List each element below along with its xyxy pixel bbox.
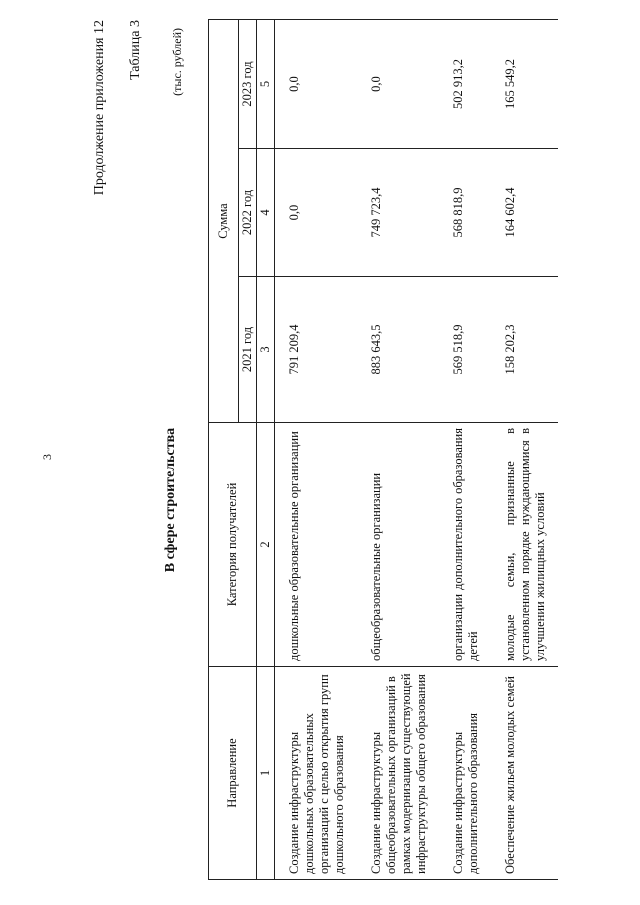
- cell-2022: 568 818,9: [439, 149, 491, 277]
- header-col-number: 2: [257, 423, 275, 667]
- rotated-page-content: [20, 20, 616, 880]
- cell-2023: 0,0: [275, 20, 358, 149]
- cell-direction: Создание инфраструктуры дополнительного образования: [439, 667, 491, 880]
- cell-2021: 883 643,5: [357, 277, 439, 423]
- cell-2023: 165 549,2: [491, 20, 558, 149]
- units-label: (тыс. рублей): [170, 28, 184, 96]
- table-header: [209, 20, 275, 880]
- table-number: Таблица 3: [128, 20, 143, 80]
- cell-direction: Обеспечение жильем молодых семей: [491, 667, 558, 880]
- cell-2021: 791 209,4: [275, 277, 358, 423]
- cell-2022: 0,0: [275, 149, 358, 277]
- cell-category: дошкольные образовательные организации: [275, 423, 358, 667]
- header-col-number: 5: [257, 20, 275, 149]
- table-row: [439, 20, 491, 880]
- table-row: [491, 20, 558, 880]
- cell-2021: 569 518,9: [439, 277, 491, 423]
- header-sum: Сумма: [209, 20, 239, 423]
- appendix-note: Продолжение приложения 12: [92, 20, 107, 196]
- cell-category: общеобразовательные организации: [357, 423, 439, 667]
- cell-category: организации дополнительного образования детей: [439, 423, 491, 667]
- cell-2023: 0,0: [357, 20, 439, 149]
- cell-direction: Создание инфраструктуры общеобразовательных организаций в рамках модернизации существующей инфраструктуры общего образования: [357, 667, 439, 880]
- table-row: [275, 20, 358, 880]
- header-col-number: 4: [257, 149, 275, 277]
- section-title: В сфере строительства: [163, 427, 178, 573]
- header-year-2021: 2021 год: [239, 277, 257, 423]
- header-year-2022: 2022 год: [239, 149, 257, 277]
- cell-category: молодые семьи, признанные в установленном порядке нуждающимися в улучшении жилищных условий: [491, 423, 558, 667]
- header-col-number: 1: [257, 667, 275, 880]
- cell-2021: 158 202,3: [491, 277, 558, 423]
- table-row: [357, 20, 439, 880]
- page-number: 3: [40, 454, 54, 460]
- cell-2022: 749 723,4: [357, 149, 439, 277]
- funding-table: [208, 19, 558, 880]
- header-col-number: 3: [257, 277, 275, 423]
- cell-2022: 164 602,4: [491, 149, 558, 277]
- header-direction: Направление: [209, 667, 257, 880]
- header-category: Категория получателей: [209, 423, 257, 667]
- header-year-2023: 2023 год: [239, 20, 257, 149]
- cell-direction: Создание инфраструктуры дошкольных образовательных организаций с целью открытия групп дошкольного образования: [275, 667, 358, 880]
- cell-2023: 502 913,2: [439, 20, 491, 149]
